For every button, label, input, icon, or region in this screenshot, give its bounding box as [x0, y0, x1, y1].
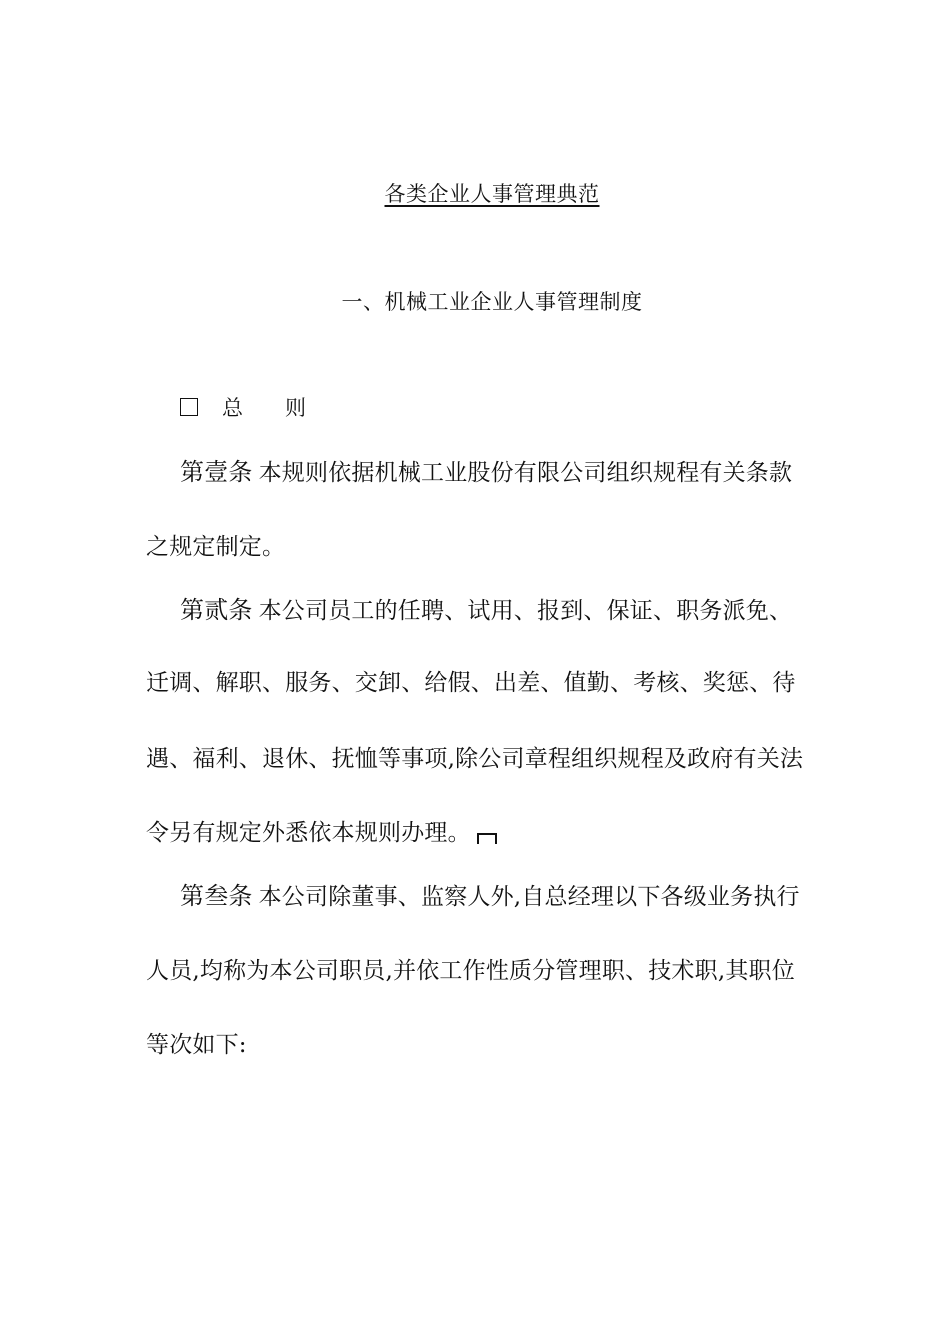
article-1-line-1 — [180, 452, 792, 487]
document-title: 各类企业人事管理典范 — [384, 182, 600, 206]
section-heading — [180, 392, 306, 422]
article-2-line-2: 迁调、解职、服务、交卸、给假、出差、值勤、考核、奖惩、待 — [146, 670, 796, 696]
article-3-label: 第叁条 — [180, 882, 253, 910]
article-3-line-2: 人员,均称为本公司职员,并依工作性质分管理职、技术职,其职位 — [146, 958, 795, 984]
article-2-line-4 — [146, 814, 497, 847]
section-heading-char-1: 总 — [222, 396, 243, 420]
article-3-line-1 — [180, 876, 800, 911]
article-2-label: 第贰条 — [180, 596, 253, 624]
checkbox-square-icon — [180, 398, 198, 416]
article-1-text-1: 本规则依据机械工业股份有限公司组织规程有关条款 — [258, 460, 793, 486]
article-1-line-2: 之规定制定。 — [146, 534, 286, 560]
bracket-mark-icon — [477, 833, 497, 844]
chapter-title: 一、机械工业企业人事管理制度 — [341, 290, 643, 314]
article-3-line-3: 等次如下: — [146, 1032, 247, 1058]
article-2-text-1: 本公司员工的任聘、试用、报到、保证、职务派免、 — [258, 598, 793, 624]
article-2-line-3: 遇、福利、退休、抚恤等事项,除公司章程组织规程及政府有关法 — [146, 746, 804, 772]
section-heading-char-2: 则 — [285, 396, 306, 420]
article-3-text-1: 本公司除董事、监察人外,自总经理以下各级业务执行 — [258, 884, 800, 910]
article-1-label: 第壹条 — [180, 458, 253, 486]
article-2-text-4: 令另有规定外悉依本规则办理。 — [146, 820, 471, 846]
article-2-line-1 — [180, 590, 792, 625]
